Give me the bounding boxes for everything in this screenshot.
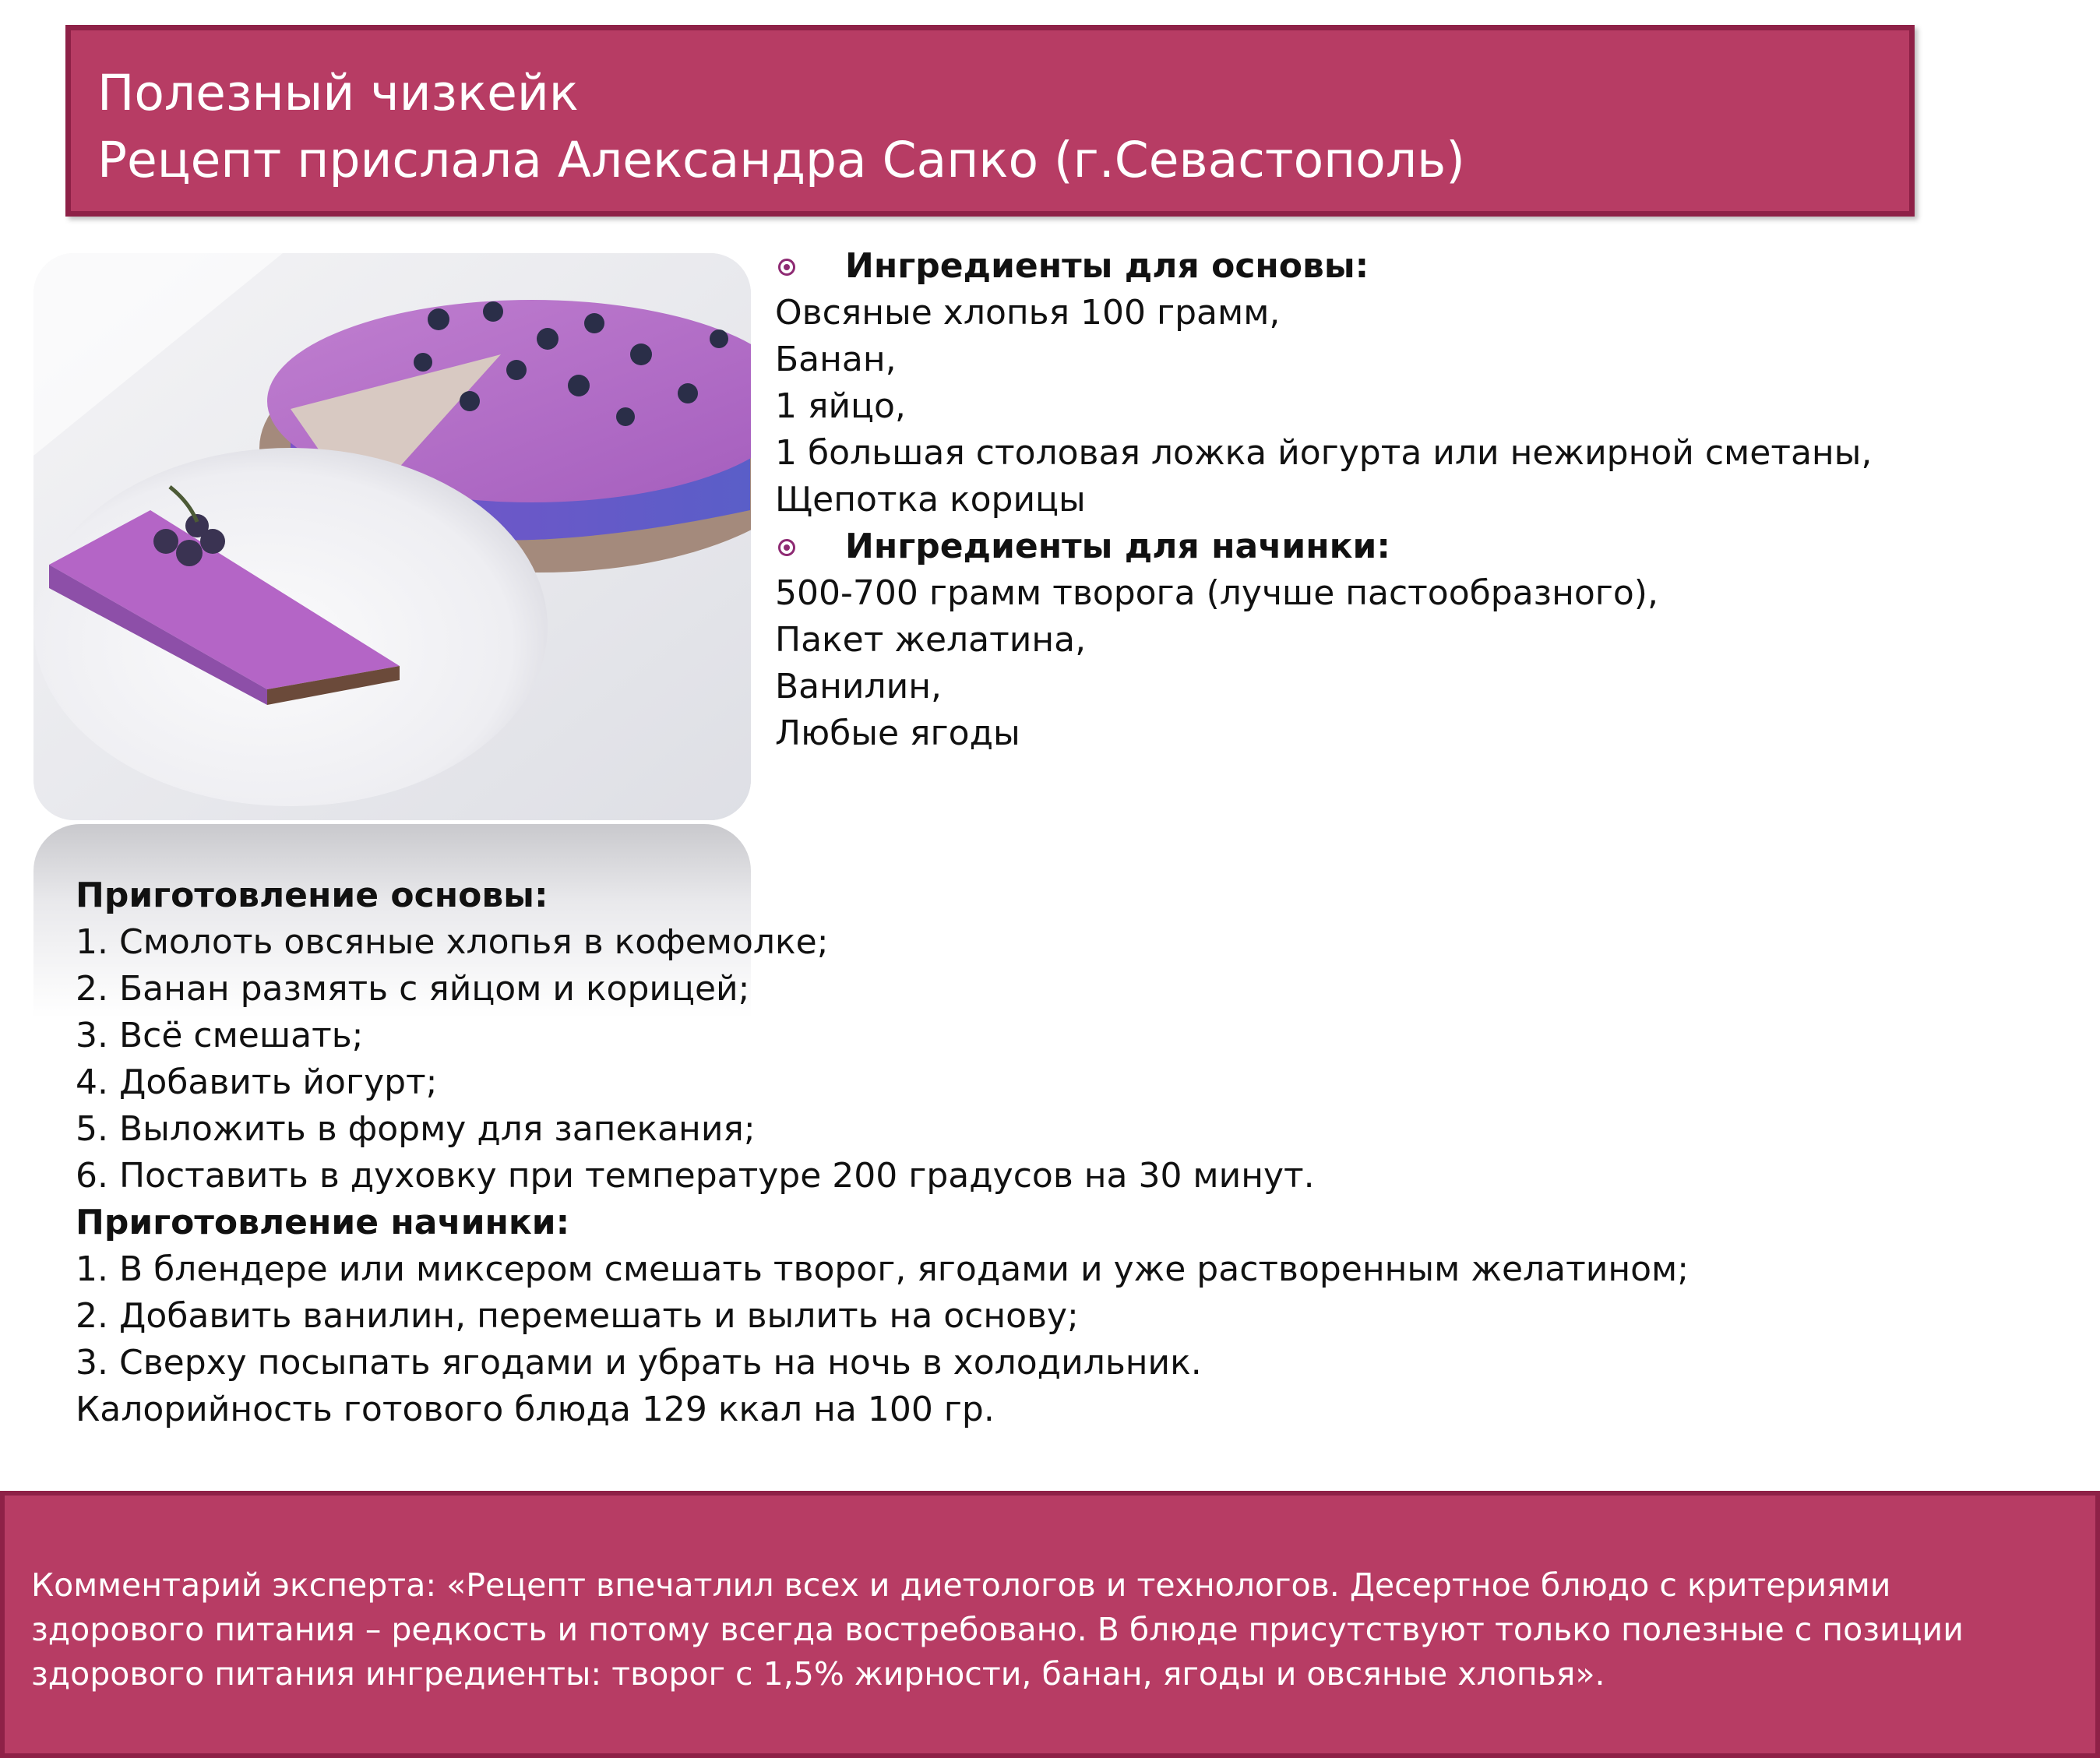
- list-item: Банан,: [775, 340, 897, 379]
- step-item: 2. Банан размять с яйцом и корицей;: [76, 969, 750, 1009]
- list-item: 1 яйцо,: [775, 386, 906, 426]
- page-title: Полезный чизкейк: [97, 65, 579, 122]
- bullet-icon: [778, 259, 795, 276]
- header-banner: [65, 25, 1915, 217]
- calories-note: Калорийность готового блюда 129 ккал на 100 гр.: [76, 1390, 995, 1429]
- list-item: Овсяные хлопья 100 грамм,: [775, 293, 1281, 333]
- base-preparation-heading: Приготовление основы:: [76, 875, 548, 915]
- filling-preparation-heading: Приготовление начинки:: [76, 1203, 570, 1242]
- expert-comment-banner: [0, 1491, 2100, 1758]
- bullet-icon: [778, 539, 795, 556]
- list-item: Пакет желатина,: [775, 620, 1087, 660]
- list-item: Щепотка корицы: [775, 480, 1086, 520]
- list-item: Любые ягоды: [775, 713, 1020, 753]
- step-item: 4. Добавить йогурт;: [76, 1062, 438, 1102]
- page-subtitle: Рецепт прислала Александра Сапко (г.Севастополь): [97, 132, 1465, 188]
- expert-comment-text: Комментарий эксперта: «Рецепт впечатлил всех и диетологов и технологов. Десертное блюдо с критериями здорового питания – редкость и потому всегда востребовано. В блюде присутствуют только полезные с позиции здорового питания ингредиенты: творог с 1,5% жирности, банан, ягоды и овсяные хлопья».: [31, 1566, 1964, 1693]
- ingredients-section: [775, 243, 2060, 757]
- filling-ingredients-heading: Ингредиенты для начинки:: [775, 523, 2060, 570]
- list-item: 1 большая столовая ложка йогурта или нежирной сметаны,: [775, 433, 1873, 473]
- step-item: 6. Поставить в духовку при температуре 200 градусов на 30 минут.: [76, 1156, 1315, 1196]
- preparation-section: [76, 872, 1945, 1433]
- base-ingredients-heading: Ингредиенты для основы:: [775, 243, 2060, 290]
- cheesecake-image-icon: [33, 253, 751, 820]
- step-item: 1. Смолоть овсяные хлопья в кофемолке;: [76, 922, 829, 962]
- step-item: 1. В блендере или миксером смешать творог, ягодами и уже растворенным желатином;: [76, 1249, 1690, 1289]
- step-item: 3. Сверху посыпать ягодами и убрать на ночь в холодильник.: [76, 1343, 1202, 1383]
- step-item: 2. Добавить ванилин, перемешать и вылить на основу;: [76, 1296, 1079, 1336]
- step-item: 5. Выложить в форму для запекания;: [76, 1109, 756, 1149]
- step-item: 3. Всё смешать;: [76, 1016, 364, 1055]
- cheesecake-photo: [33, 253, 751, 820]
- list-item: Ванилин,: [775, 667, 942, 706]
- list-item: 500-700 грамм творога (лучше пастообразного),: [775, 573, 1658, 613]
